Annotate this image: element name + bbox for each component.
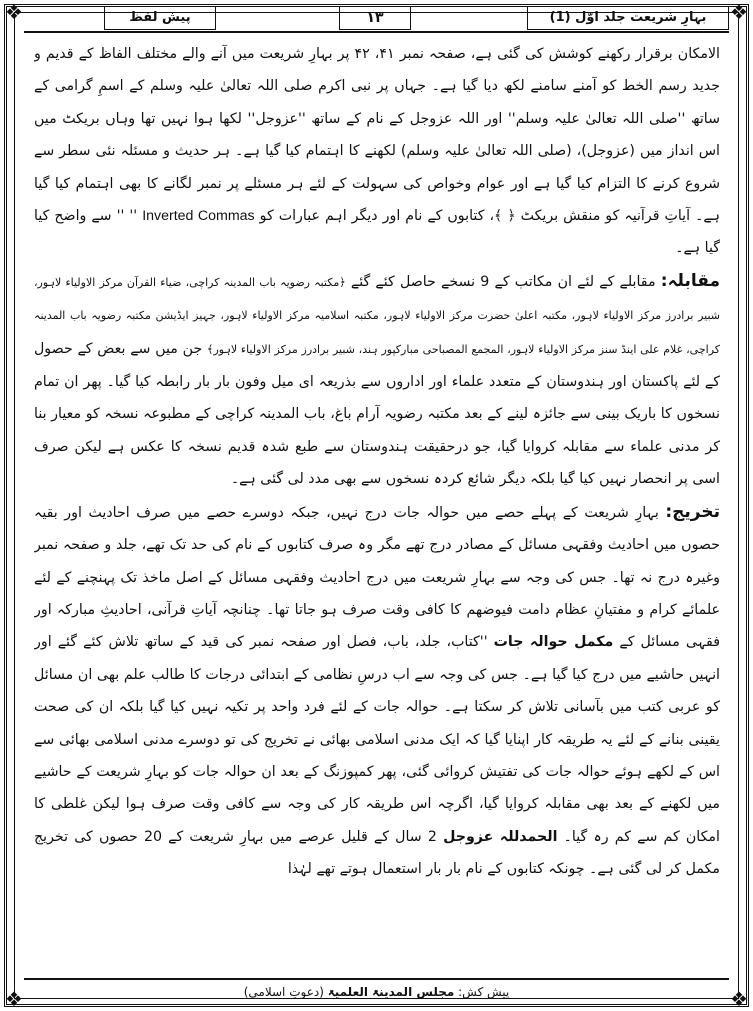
page-header (24, 6, 729, 30)
book-title: بہارِ شریعت جلد اوّل (1) (527, 6, 729, 30)
paragraph-text: الامکان برقرار رکھنے کوشش کی گئی ہے، صفحہ نمبر ۴۱، ۴۲ پر بہارِ شریعت میں آنے والے مختلف الفاظ کے قدیم و جدید رسم الخط کو آمنے سامنے لکھ دیا گیا ہے۔ جہاں پر نبی اکرم صلی اللہ تعالیٰ علیہ وسلم کے اسمِ گرامی کے ساتھ ''صلی اللہ تعالیٰ علیہ وسلم'' اور اللہ عزوجل کے نام کے ساتھ ''عزوجل'' لکھا ہوا نہیں تھا وہاں بریکٹ میں اس انداز میں (عزوجل)، (صلی اللہ تعالیٰ علیہ وسلم) لکھنے کا اہتمام کیا گیا ہے۔ ہر حدیث و مسئلہ نئی سطر سے شروع کرنے کا التزام کیا گیا ہے اور عوام وخواص کی سہولت کے لئے ہر مسئلے پر نمبر لگانے کا بھی اہتمام کیا گیا ہے۔ آیاتِ قرآنیہ کو منقش بریکٹ ﴿ ﴾، کتابوں کے نام اور دیگر اہم عبارات کو (34, 46, 720, 225)
bold-phrase: مکمل حوالہ جات (493, 634, 614, 651)
page-body (34, 38, 720, 978)
page-number: ١٣ (339, 6, 411, 30)
takhreej-heading: تخریج: (665, 501, 720, 522)
footer-divider (24, 978, 729, 980)
paragraph (34, 38, 720, 265)
section-title: پیش لفظ (104, 6, 216, 30)
page-footer (24, 982, 729, 1002)
publisher-name: مجلس المدینۃ العلمیۃ (327, 985, 455, 999)
bold-phrase: الحمدللہ عزوجل (443, 828, 558, 845)
corner-ornament-icon: ❖ (5, 0, 23, 24)
header-divider (24, 31, 729, 33)
publisher-org: (دعوتِ اسلامی) (243, 985, 324, 999)
paragraph-text: بہارِ شریعت کے پہلے حصے میں حوالہ جات درج نہیں، جبکہ دوسرے حصے میں صرف احادیث اور بقیہ حصوں میں احادیث وفقہی مسائل کے مصادر درج تھے مگر وہ صرف کتابوں کے نام کی حد تک تھے، جلد و صفحہ نمبر وغیرہ درج نہ تھا۔ جس کی وجہ سے بہارِ شریعت میں درج احادیث وفقہی مسائل کے اصل ماخذ تک پہنچنے کے لئے علمائے کرام و مفتیانِ عظام دامت فیوضھم کا کافی وقت صرف ہو جاتا تھا۔ چنانچہ آیاتِ قرآنی، احادیثِ مبارکہ اور فقہی مسائل کے (34, 504, 720, 651)
paragraph-text: '' '' سے واضح کیا گیا ہے۔ (34, 208, 720, 257)
english-term: Inverted Commas (142, 208, 255, 225)
muqabala-heading: مقابلہ: (660, 270, 720, 291)
paragraph-text: مقابلے کے لئے ان مکاتب کے 9 نسخے حاصل کئے گئے (350, 273, 656, 290)
footer-label: پیش کش: (458, 985, 510, 999)
library-list: ﴿مکتبہ رضویہ باب المدینہ کراچی، ضیاء القرآن مرکز الاولیاء لاہور، شبیر برادرز مرکز الاولیاء لاہور، مکتبہ اعلیٰ حضرت مرکز الاولیاء لاہور، مکتبہ اسلامیہ مرکز الاولیاء لاہور، جہیز ایڈیشن مکتبہ رضویہ باب المدینہ کراچی، غلام علی اینڈ سنز مرکز الاولیاء لاہور، المجمع المصباحی مبارکپور ہند، شبیر برادرز مرکز الاولیاء لاہور﴾ (34, 275, 720, 356)
paragraph-text: 2 سال کے قلیل عرصے میں بہارِ شریعت کے 20 حصوں کی تخریج مکمل کر لی گئی ہے۔ چونکہ کتابوں کے نام بار بار استعمال ہوتے تھے لہٰذا (34, 828, 720, 878)
corner-ornament-icon: ❖ (5, 987, 23, 1011)
paragraph-text: ''کتاب، جلد، باب، فصل اور صفحہ نمبر کی قید کے ساتھ تلاش کئے گئے اور انہیں حاشیے میں درج کیا گیا ہے۔ جس کی وجہ سے اب درسِ نظامی کے ابتدائی درجات کا طالب علم بھی ان مسائل کو عربی کتب میں بآسانی تلاش کر سکتا ہے۔ حوالہ جات کے لئے فرد واحد پر تکیہ نہیں کیا گیا بلکہ ان کی صحت یقینی بنانے کے لئے یہ طریقہ کار اپنایا گیا کہ ایک مدنی اسلامی بھائی نے تخریج کی تو دوسرے مدنی اسلامی بھائی سے اس کے لکھے ہوئے حوالہ جات کی تفتیش کروائی گئی، پھر کمپوزنگ کے بعد ان حوالہ جات کو بہارِ شریعت کے حاشیے میں لکھنے کے بعد بھی مقابلہ کروایا گیا، اگرچہ اس طریقہ کار کی وجہ سے کافی وقت صرف ہوا لیکن غلطی کا امکان کم سے کم رہ گیا۔ (34, 634, 720, 845)
paragraph-muqabala (34, 265, 720, 496)
corner-ornament-icon: ❖ (730, 0, 748, 24)
corner-ornament-icon: ❖ (730, 987, 748, 1011)
paragraph-text: جن میں سے بعض کے حصول کے لئے پاکستان اور ہندوستان کے متعدد علماء اور اداروں سے بذریعہ ای میل وفون بار بار رابطہ کیا گیا۔ پھر ان تمام نسخوں کا باریک بینی سے جائزہ لینے کے بعد مکتبہ رضویہ آرام باغ، باب المدینہ کراچی کے مطبوعہ نسخہ کو معیار بنا کر مدنی علماء سے مقابلہ کروایا گیا، جو درحقیقت ہندوستان سے طبع شدہ قدیم نسخہ کا عکس ہے لیکن صرف اسی پر انحصار نہیں کیا گیا بلکہ دیگر شائع کردہ نسخوں سے بھی مدد لی گئی ہے۔ (34, 340, 720, 488)
paragraph-takhreej (34, 496, 720, 886)
